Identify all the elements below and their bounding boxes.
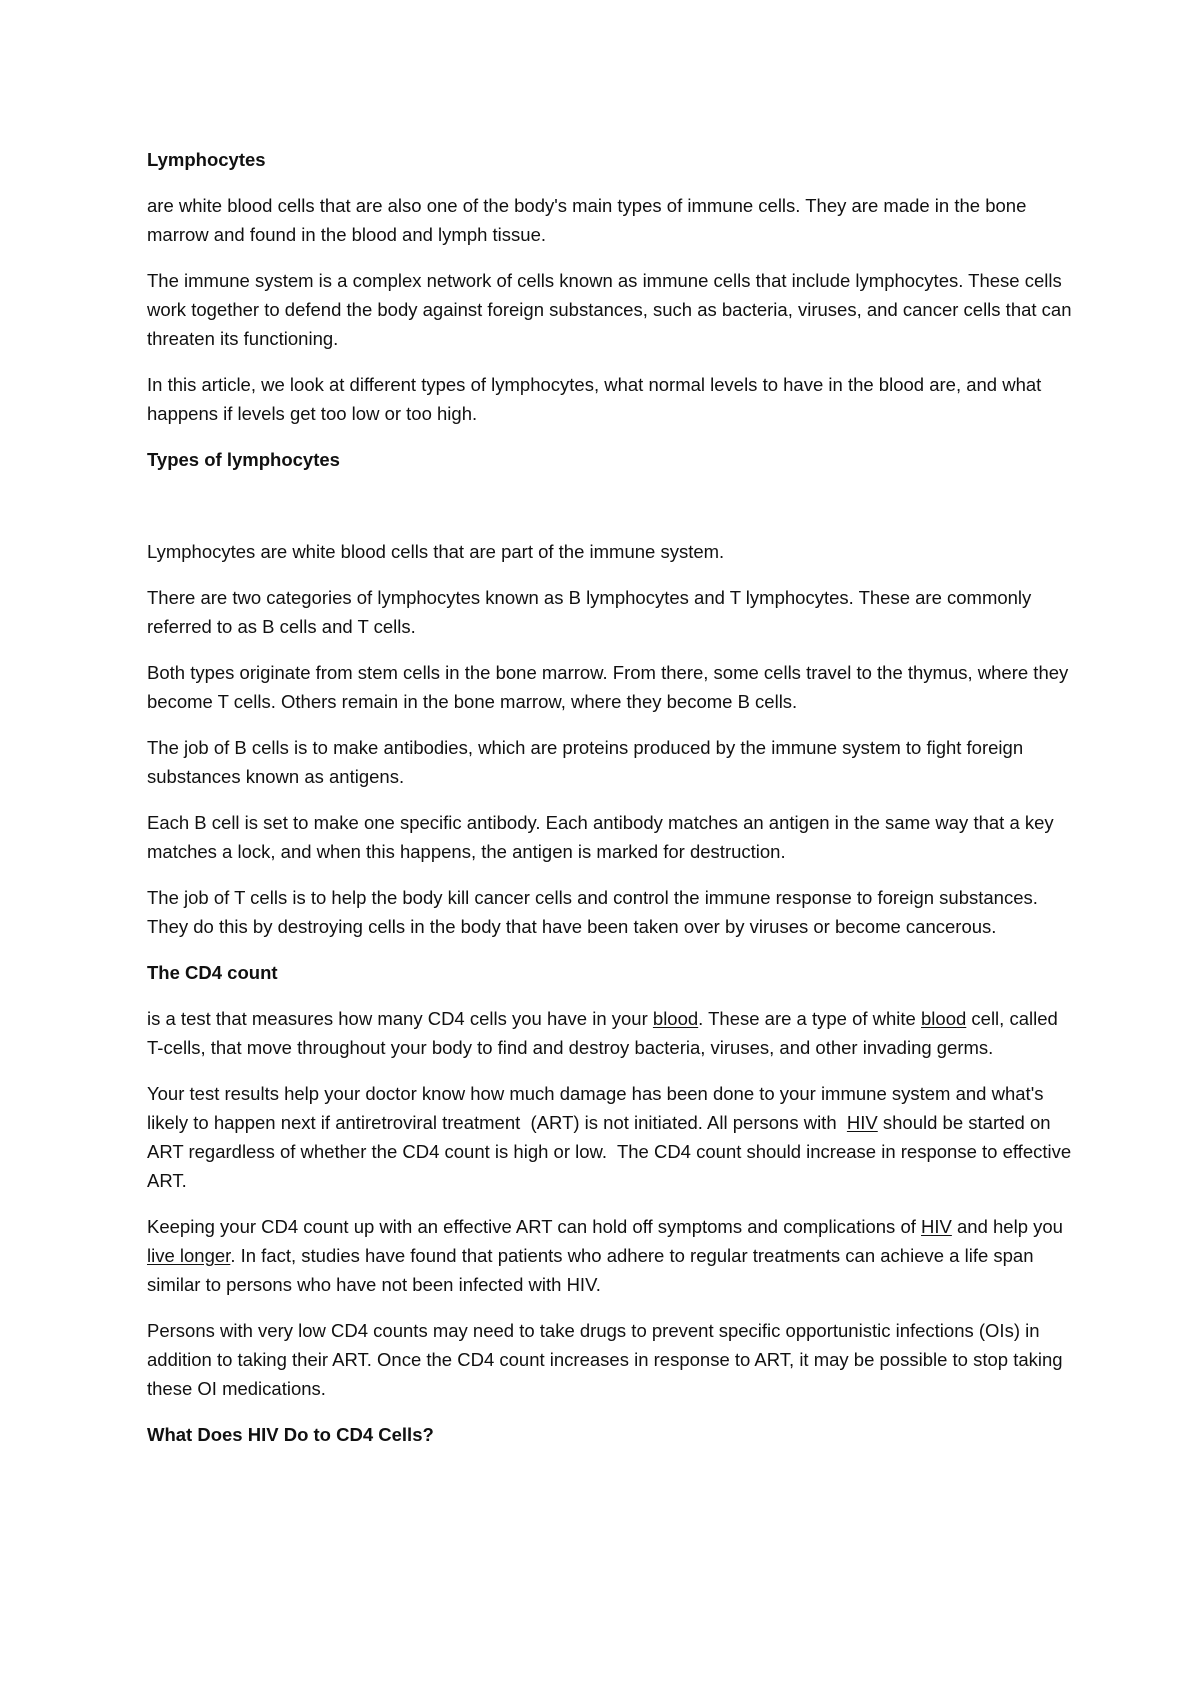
link-hiv[interactable]: HIV [846,1112,878,1133]
paragraph [147,1004,1077,1062]
paragraph: are white blood cells that are also one of the body's main types of immune cells. They are made in the bone marrow and found in the blood and lymph tissue. [147,195,1027,245]
paragraph: The job of B cells is to make antibodies, which are proteins produced by the immune system to fight foreign substances known as antigens. [147,737,1024,787]
text-run: cell, called T-cells, that move throughout your body to find and destroy bacteria, viruses, and other invading germs. [147,1008,1058,1058]
paragraph: There are two categories of lymphocytes known as B lymphocytes and T lymphocytes. These are commonly referred to as B cells and T cells. [147,587,1032,637]
paragraph: The job of T cells is to help the body kill cancer cells and control the immune response to foreign substances. They do this by destroying cells in the body that have been taken over by viruses or become cancerous. [147,887,1038,937]
blank-space [147,491,1077,537]
text-run: is a test that measures how many CD4 cells you have in your [147,1008,653,1029]
paragraph: Both types originate from stem cells in the bone marrow. From there, some cells travel to the thymus, where they become T cells. Others remain in the bone marrow, where they become B cells. [147,662,1069,712]
text-run: should be started on ART regardless of whether the CD4 count is high or low. The CD4 count should increase in response to effective ART. [147,1112,1076,1191]
text-run: Your test results help your doctor know how much damage has been done to your immune system and what's likely to happen next if antiretroviral treatment (ART) is not initiated. All persons with [147,1083,1049,1133]
link-blood[interactable]: blood [921,1008,967,1029]
link-live-longer[interactable]: live longer [147,1245,231,1266]
text-run: . In fact, studies have found that patients who adhere to regular treatments can achieve a life span similar to persons who have not been infected with HIV. [147,1245,1034,1295]
section-heading-types-of-lymphocytes: Types of lymphocytes [147,449,340,470]
text-run: Keeping your CD4 count up with an effective ART can hold off symptoms and complications of [147,1216,922,1237]
paragraph: Each B cell is set to make one specific antibody. Each antibody matches an antigen in the same way that a key matches a lock, and when this happens, the antigen is marked for destruction. [147,812,1054,862]
text-run: and help you [951,1216,1063,1237]
paragraph [147,1212,1077,1299]
paragraph [147,1079,1077,1195]
paragraph: The immune system is a complex network of cells known as immune cells that include lymphocytes. These cells work together to defend the body against foreign substances, such as bacteria, viruses, and cancer cells that can threaten its functioning. [147,270,1072,349]
paragraph: Lymphocytes are white blood cells that are part of the immune system. [147,541,725,562]
document-body [147,145,1077,1466]
text-run: . These are a type of white [698,1008,921,1029]
paragraph: In this article, we look at different types of lymphocytes, what normal levels to have in the blood are, and what happens if levels get too low or too high. [147,374,1042,424]
section-heading-cd4-count: The CD4 count [147,962,278,983]
section-heading-lymphocytes: Lymphocytes [147,149,266,170]
link-blood[interactable]: blood [652,1008,699,1029]
section-heading-hiv-cd4: What Does HIV Do to CD4 Cells? [147,1424,434,1445]
paragraph: Persons with very low CD4 counts may need to take drugs to prevent specific opportunistic infections (OIs) in addition to taking their ART. Once the CD4 count increases in response to ART, it may be possible to stop taking these OI medications. [147,1320,1063,1399]
link-hiv[interactable]: HIV [921,1216,952,1237]
